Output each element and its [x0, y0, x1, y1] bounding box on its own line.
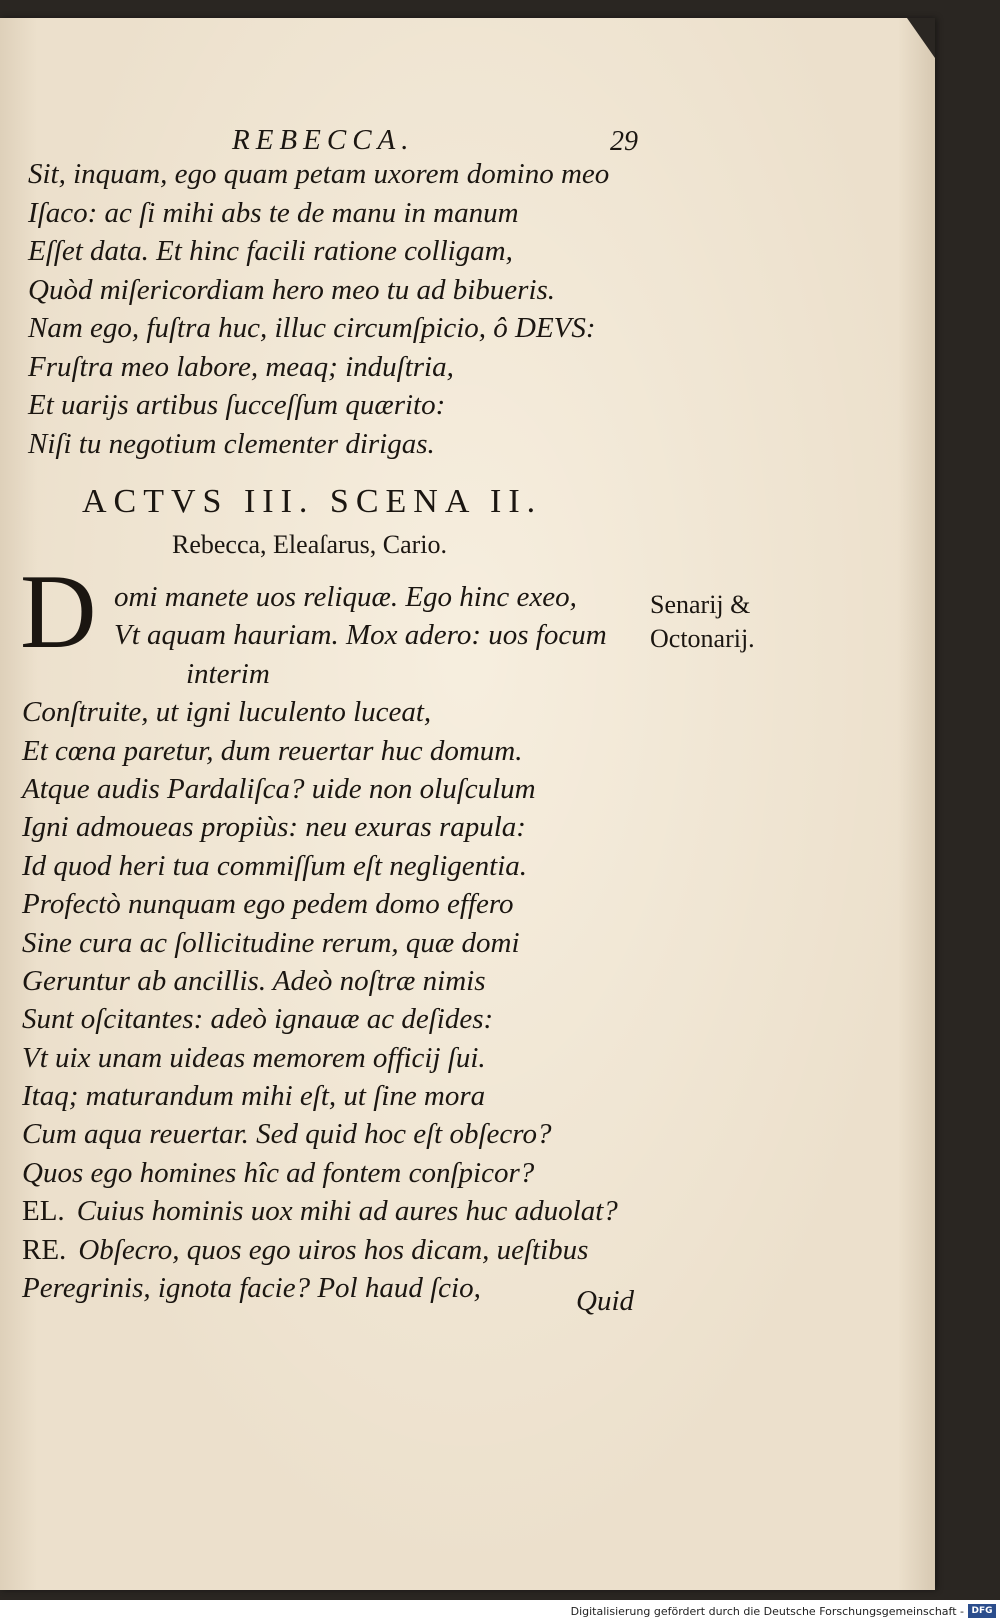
verse-line: Vt uix unam uideas memorem officij ſui. [22, 1041, 486, 1074]
verse-line: Id quod heri tua commiſſum eſt negligentia. [22, 849, 528, 882]
verse-line: Et cœna paretur, dum reuertar huc domum. [22, 734, 523, 767]
verse-line: Eſſet data. Et hinc facili ratione colligam, [28, 235, 513, 267]
verse-line: Itaq; maturandum mihi eſt, ut ſine mora [22, 1080, 486, 1113]
dialogue-text: Peregrinis, ignota facie? Pol haud ſcio, [22, 1272, 481, 1305]
verse-line: Sunt oſcitantes: adeò ignauæ ac deſides: [22, 1003, 494, 1036]
dialogue-line [22, 1192, 662, 1230]
page-corner-fold [907, 18, 935, 58]
dialogue-line [22, 1269, 662, 1307]
verse-line: Et uarijs artibus ſucceſſum quærito: [28, 389, 446, 421]
verse-line: Igni admoueas propiùs: neu exuras rapula: [22, 811, 526, 844]
page-number: 29 [610, 126, 638, 157]
verse-line-first: omi manete uos reliquæ. Ego hinc exeo, [114, 581, 577, 613]
dialogue-text: Obſecro, quos ego uiros hos dicam, ueſtibus [78, 1233, 589, 1266]
verse-line: Niſi tu negotium clementer dirigas. [28, 427, 435, 460]
scene-heading: ACTVS III. SCENA II. [82, 483, 543, 520]
verse-line: Geruntur ab ancillis. Adeò noſtræ nimis [22, 964, 486, 997]
verse-line: Conſtruite, ut igni luculento luceat, [22, 696, 432, 729]
verse-line: Cum aqua reuertar. Sed quid hoc eſt obſecro? [22, 1118, 552, 1151]
dialogue-line [22, 1231, 662, 1269]
verse-line: Profectò nunquam ego pedem domo effero [22, 888, 514, 921]
speaker-label: RE. [22, 1233, 67, 1266]
footer-credit: Digitalisierung gefördert durch die Deutsche Forschungsgemeinschaft - [570, 1605, 964, 1618]
verse-line: Quòd miſericordiam hero meo tu ad bibueris. [28, 273, 556, 306]
dialogue-text: Cuius hominis uox mihi ad aures huc aduolat? [76, 1195, 618, 1228]
verse-line-second: Vt aquam hauriam. Mox adero: uos focum [114, 619, 607, 652]
verse-turnover: interim [186, 657, 270, 690]
character-list: Rebecca, Eleaſarus, Cario. [172, 530, 448, 559]
verse-line: Nam ego, fuſtra huc, illuc circumſpicio, ô DEVS: [28, 312, 596, 344]
verse-line: Sit, inquam, ego quam petam uxorem domino meo [28, 158, 610, 190]
scene-verse-block [22, 578, 662, 1307]
verse-line: Fruſtra meo labore, meaq; induſtria, [28, 350, 454, 383]
margin-note [650, 588, 755, 656]
verse-line: Quos ego homines hîc ad fontem conſpicor? [22, 1156, 535, 1189]
footer-bar [0, 1600, 1000, 1624]
verse-line: Atque audis Pardaliſca? uide non oluſculum [22, 772, 536, 805]
running-title: REBECCA. [232, 124, 415, 156]
margin-note-line: Octonarij. [650, 624, 755, 653]
catchword: Quid [576, 1285, 634, 1317]
verse-line: Iſaco: ac ſi mihi abs te de manu in manum [28, 196, 519, 229]
verse-block-top [28, 155, 668, 463]
verse-line: Sine cura ac ſollicitudine rerum, quæ domi [22, 926, 520, 959]
speaker-label: EL. [22, 1195, 65, 1228]
drop-cap-initial: D [20, 553, 97, 670]
dfg-logo: DFG [968, 1604, 996, 1618]
margin-note-line: Senarij & [650, 590, 751, 619]
